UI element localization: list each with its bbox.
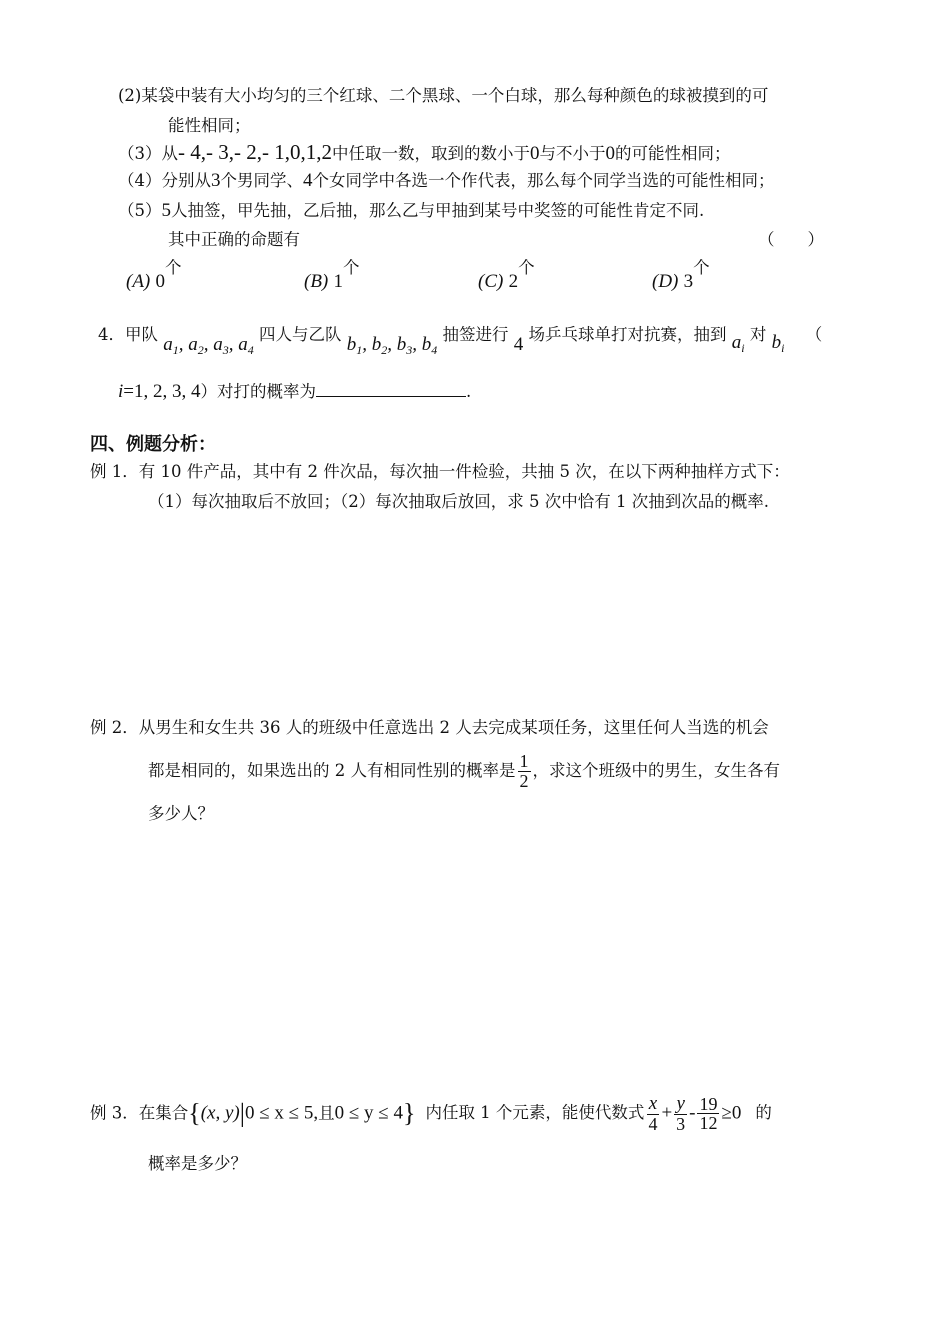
q4-mid3: 场乒乓球单打对抗赛，抽到 bbox=[528, 325, 727, 344]
option-unit: 个 bbox=[518, 258, 535, 277]
q4-line2 bbox=[118, 378, 471, 404]
ex2-line2 bbox=[148, 752, 780, 791]
q3-item5 bbox=[118, 200, 704, 223]
option-value: 1 bbox=[333, 271, 344, 292]
q4-line1 bbox=[98, 320, 823, 357]
ex3-prefix: 例 3．在集合 bbox=[90, 1103, 189, 1123]
ex3-frac-19-12: $\frac{19}{12}$ bbox=[699, 1093, 718, 1134]
q4-end: . bbox=[466, 382, 472, 401]
q3-item3-mid: 中任取一数，取到的数小于 bbox=[331, 144, 530, 163]
q4-prefix: 4．甲队 bbox=[98, 325, 158, 344]
ex3-plus: + bbox=[661, 1102, 673, 1124]
option-letter: (A) bbox=[126, 271, 151, 292]
option-letter: (C) bbox=[478, 271, 504, 292]
q3-item4-prefix: （4）分别从 bbox=[118, 171, 211, 190]
q4-bi: $b_i$ bbox=[771, 332, 785, 355]
set-brace-open: { bbox=[188, 1098, 201, 1128]
option-letter: (B) bbox=[304, 271, 329, 292]
q4-paren-open: （ bbox=[805, 325, 823, 344]
ex3-cond1: 0 ≤ x ≤ 5, bbox=[244, 1102, 319, 1124]
ex3-qie: 且 bbox=[318, 1103, 335, 1123]
q4-i: i bbox=[118, 381, 124, 402]
ex3-cond2: 0 ≤ y ≤ 4 bbox=[334, 1102, 403, 1124]
ex3-xy: (x, y) bbox=[200, 1102, 240, 1124]
q3-option-a bbox=[126, 258, 182, 293]
q3-item3 bbox=[118, 140, 730, 166]
ex3-frac-y3: $\frac{y}{3}$ bbox=[676, 1093, 686, 1134]
ex3-frac-x4: $\frac{x}{4}$ bbox=[648, 1093, 658, 1134]
option-value: 3 bbox=[683, 271, 694, 292]
q3-item4-suffix: 个女同学中各选一个作代表，那么每个同学当选的可能性相同； bbox=[312, 171, 775, 190]
q4-mid2: 抽签进行 bbox=[442, 325, 509, 344]
q3-item4-mid: 个男同学、 bbox=[220, 171, 303, 190]
q4-dui: 对 bbox=[749, 325, 767, 344]
ex2-line3: 多少人？ bbox=[148, 804, 214, 823]
q3-option-b bbox=[304, 258, 360, 293]
ex3-ge0: ≥0 bbox=[721, 1102, 742, 1124]
ex2-line1: 例 2．从男生和女生共 36 人的班级中任意选出 2 人去完成某项任务，这里任何人当选的机会 bbox=[90, 718, 769, 737]
q4-i-values: =1, 2, 3, 4 bbox=[123, 381, 201, 402]
q3-item4 bbox=[118, 170, 775, 193]
q3-item3-numbers: - 4,- 3,- 2,- 1,0,1,2 bbox=[178, 140, 332, 164]
q3-item2-line2: 能性相同； bbox=[168, 116, 251, 135]
q3-answer-paren: （ ） bbox=[758, 230, 824, 249]
ex2-line2-prefix: 都是相同的，如果选出的 2 人有相同性别的概率是 bbox=[148, 760, 516, 780]
ex3-mid: 内任取 1 个元素，能使代数式 bbox=[425, 1103, 645, 1123]
q3-item3-zero1: 0 bbox=[529, 143, 540, 164]
q3-item4-n2: 4 bbox=[303, 170, 313, 191]
ex3-minus: - bbox=[689, 1102, 696, 1124]
team-a-list: $a_1$, $a_2$, $a_3$, $a_4$ bbox=[163, 334, 254, 357]
ex2-line2-suffix: ，求这个班级中的男生，女生各有 bbox=[532, 760, 780, 780]
q3-stem: 其中正确的命题有 bbox=[168, 230, 300, 249]
q3-item2-line1: (2)某袋中装有大小均匀的三个红球、二个黑球、一个白球，那么每种颜色的球被摸到的可 bbox=[118, 86, 769, 105]
set-brace-close: } bbox=[402, 1098, 416, 1128]
q3-item3-mid2: 与不小于 bbox=[539, 144, 606, 163]
option-value: 2 bbox=[508, 271, 519, 292]
ex1-line1: 例 1．有 10 件产品，其中有 2 件次品，每次抽一件检验，共抽 5 次，在以下两种抽样方式下： bbox=[90, 462, 790, 481]
q3-item4-n1: 3 bbox=[211, 170, 221, 191]
q3-item3-prefix: （3）从 bbox=[118, 144, 178, 163]
set-bar: | bbox=[239, 1098, 245, 1128]
ex3-de: 的 bbox=[755, 1103, 772, 1123]
ex1-line2: （1）每次抽取后不放回；（2）每次抽取后放回，求 5 次中恰有 1 次抽到次品的概率. bbox=[148, 492, 769, 511]
q3-item5-prefix: （5） bbox=[118, 201, 162, 220]
section-title: 四、例题分析： bbox=[90, 434, 216, 455]
ex2-fraction-half: $\frac{1}{2}$ bbox=[519, 751, 529, 791]
option-unit: 个 bbox=[165, 258, 182, 277]
q4-answer-blank[interactable] bbox=[316, 378, 466, 397]
team-b-list: $b_1$, $b_2$, $b_3$, $b_4$ bbox=[346, 334, 438, 357]
q3-option-d bbox=[652, 258, 710, 293]
option-unit: 个 bbox=[343, 258, 360, 277]
q4-n: 4 bbox=[513, 334, 524, 355]
q4-suffix: ）对打的概率为 bbox=[200, 382, 316, 401]
q3-option-c bbox=[478, 258, 535, 293]
q4-ai: $a_i$ bbox=[731, 332, 745, 355]
q4-mid1: 四人与乙队 bbox=[259, 325, 342, 344]
option-letter: (D) bbox=[652, 271, 679, 292]
q3-item5-suffix: 人抽签，甲先抽，乙后抽，那么乙与甲抽到某号中奖签的可能性肯定不同. bbox=[171, 201, 705, 220]
option-value: 0 bbox=[155, 271, 166, 292]
q3-item3-zero2: 0 bbox=[605, 143, 615, 164]
ex3-line1 bbox=[90, 1094, 772, 1134]
option-unit: 个 bbox=[693, 258, 710, 277]
q3-item5-n: 5 bbox=[161, 200, 171, 221]
q3-item3-suffix: 的可能性相同； bbox=[614, 144, 731, 163]
ex3-line2: 概率是多少？ bbox=[148, 1154, 247, 1173]
